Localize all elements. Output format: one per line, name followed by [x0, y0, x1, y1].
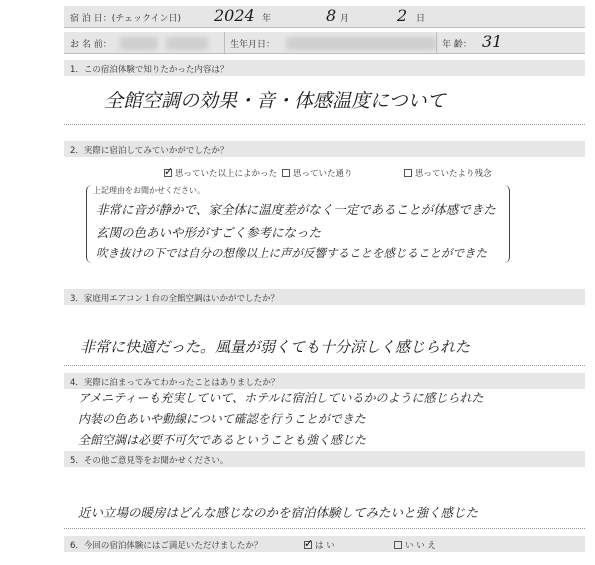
dotted-divider	[64, 365, 585, 366]
redacted-birthdate	[286, 37, 436, 50]
question-4-bar	[64, 373, 585, 389]
age-label: 年 齢：	[442, 40, 472, 50]
question-6-label: 6．今回の宿泊体験にはご満足いただけましたか？	[70, 541, 263, 551]
checkbox[interactable]	[304, 537, 314, 550]
answer-3-line-1: 非常に快適だった。風量が弱くても十分涼しく感じられた	[80, 338, 471, 356]
question-2-label: 2．実際に宿泊してみていかがでしたか？	[70, 146, 229, 156]
dotted-divider	[64, 124, 585, 125]
answer-4-line-1: アメニティーも充実していて、ホテルに宿泊しているかのように感じられた	[78, 391, 484, 405]
answer-2-line-3: 吹き抜けの下では自分の想像以上に声が反響することを感じることができた	[96, 246, 487, 260]
option-better-than-expected[interactable]: ✓ 思っていた以上によかった	[164, 165, 278, 179]
answer-1-line-1: 全館空調の効果・音・体感温度について	[104, 90, 446, 112]
checkbox[interactable]	[404, 169, 412, 177]
divider	[436, 32, 437, 54]
checkbox[interactable]	[164, 165, 174, 178]
stay-date-label: 宿 泊 日：(チェックイン日)	[70, 14, 182, 24]
question-3-bar	[64, 289, 585, 305]
year-value: 2024	[214, 6, 255, 25]
option-as-expected[interactable]: 思っていた通り	[282, 167, 353, 179]
redacted-name-2	[166, 37, 208, 50]
answer-5-line-1: 近い立場の暖房はどんな感じなのかを宿泊体験してみたいと強く感じた	[78, 505, 479, 520]
year-label: 年	[262, 14, 272, 24]
question-6-bar	[64, 536, 585, 552]
checkbox[interactable]	[394, 541, 402, 549]
dotted-divider	[64, 528, 585, 529]
question-1-label: 1．この宿泊体験で知りたかった内容は？	[70, 65, 229, 75]
option-yes[interactable]: ✓ は い	[304, 537, 335, 551]
birth-label: 生年月日：	[230, 40, 276, 50]
reason-label: 上記理由をお聞かせください。	[93, 186, 205, 195]
question-2-bar	[64, 141, 585, 157]
question-3-label: 3．家庭用エアコン１台の全館空調はいかがでしたか？	[70, 294, 279, 304]
name-label: お 名 前：	[70, 40, 112, 50]
answer-2-line-1: 非常に音が静かで、家全体に温度差がなく一定であることが体感できた	[96, 202, 496, 217]
day-label: 日	[416, 14, 426, 24]
month-label: 月	[340, 14, 350, 24]
month-value: 8	[326, 6, 337, 25]
option-disappointing[interactable]: 思っていたより残念	[404, 167, 492, 179]
question-5-label: 5．その他ご意見等をお聞かせください。	[70, 456, 229, 466]
age-value: 31	[482, 32, 503, 51]
check-mark-icon: ✓	[164, 165, 174, 178]
question-4-label: 4．実際に泊まってみてわかったことはありましたか？	[70, 378, 280, 388]
name-row	[64, 32, 585, 54]
option-no[interactable]: い い え	[394, 539, 436, 551]
checkbox[interactable]	[282, 169, 290, 177]
question-1-bar	[64, 60, 585, 76]
answer-4-line-2: 内装の色あいや動線について確認を行うことができた	[78, 412, 366, 426]
stay-date-row	[64, 6, 585, 28]
answer-2-line-2: 玄関の色あいや形がすごく参考になった	[96, 225, 322, 240]
check-mark-icon: ✓	[304, 537, 314, 550]
redacted-name-1	[120, 37, 158, 50]
question-5-bar	[64, 451, 585, 467]
day-value: 2	[397, 6, 408, 25]
answer-4-line-3: 全館空調は必要不可欠であるということも強く感じた	[78, 433, 367, 447]
divider	[224, 32, 225, 54]
